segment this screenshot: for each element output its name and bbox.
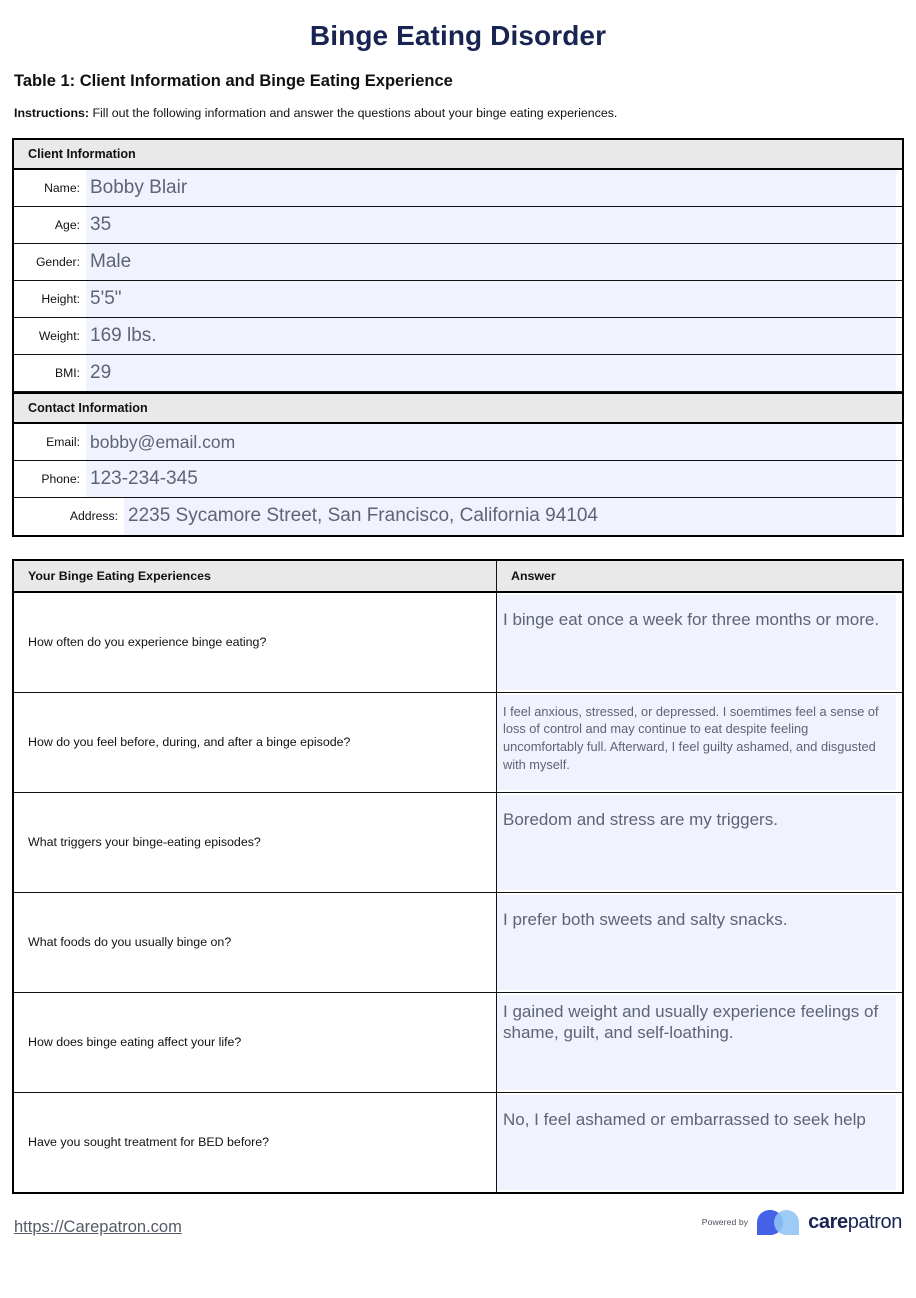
field-value-age[interactable]: 35 (86, 207, 896, 243)
section-header-contact-information: Contact Information (14, 392, 902, 424)
field-row-bmi (14, 355, 902, 392)
field-row-phone (14, 461, 902, 498)
field-label-gender: Gender: (14, 244, 86, 280)
binge-eating-experiences-table (12, 559, 904, 1194)
client-information-table (12, 138, 904, 537)
wordmark-bold: care (808, 1211, 848, 1234)
question-text: What foods do you usually binge on? (28, 934, 232, 949)
carepatron-site-link[interactable]: https://Carepatron.com (14, 1217, 182, 1236)
table-row (14, 893, 902, 993)
field-value-gender[interactable]: Male (86, 244, 896, 280)
field-label-age: Age: (14, 207, 86, 243)
column-header-question: Your Binge Eating Experiences (14, 561, 497, 591)
page-title: Binge Eating Disorder (309, 20, 607, 51)
table-header-row (14, 561, 902, 593)
carepatron-wordmark (808, 1212, 902, 1232)
instructions-lead: Instructions: (14, 106, 90, 120)
powered-by-label: Powered by (701, 1217, 749, 1228)
field-label-phone: Phone: (14, 461, 86, 497)
table-row (14, 993, 902, 1093)
field-value-email[interactable]: bobby@email.com (86, 424, 896, 460)
table-row (14, 1093, 902, 1192)
field-value-height[interactable]: 5'5" (86, 281, 896, 317)
instructions (14, 105, 904, 122)
field-value-name[interactable]: Bobby Blair (86, 170, 896, 206)
answer-text[interactable]: I feel anxious, stressed, or depressed. I soemtimes feel a sense of loss of control and may continue to eat despite feeling uncomfortably full. Afterward, I feel guilty ashamed, and disgusted with myself. (497, 695, 896, 790)
field-label-bmi: BMI: (14, 355, 86, 391)
answer-text[interactable]: I prefer both sweets and salty snacks. (497, 895, 896, 990)
answer-cell (497, 893, 902, 992)
question-cell (14, 693, 497, 792)
field-row-weight (14, 318, 902, 355)
field-label-address: Address: (14, 498, 124, 535)
table-row (14, 793, 902, 893)
answer-text[interactable]: Boredom and stress are my triggers. (497, 795, 896, 890)
answer-text[interactable]: I gained weight and usually experience feelings of shame, guilt, and self-loathing. (497, 995, 896, 1090)
answer-cell (497, 593, 902, 692)
carepatron-logo-icon (757, 1210, 799, 1235)
field-value-weight[interactable]: 169 lbs. (86, 318, 896, 354)
field-row-gender (14, 244, 902, 281)
question-text: What triggers your binge-eating episodes? (28, 834, 261, 849)
question-cell (14, 793, 497, 892)
field-row-name (14, 170, 902, 207)
answer-cell (497, 693, 902, 792)
field-label-name: Name: (14, 170, 86, 206)
field-label-email: Email: (14, 424, 86, 460)
question-text: How do you feel before, during, and after a binge episode? (28, 734, 351, 749)
field-row-email (14, 424, 902, 461)
column-header-answer: Answer (511, 568, 556, 583)
field-row-height (14, 281, 902, 318)
answer-text[interactable]: I binge eat once a week for three months or more. (497, 595, 896, 690)
field-row-address (14, 498, 902, 535)
question-cell (14, 993, 497, 1092)
question-text: How often do you experience binge eating? (28, 634, 267, 649)
field-row-age (14, 207, 902, 244)
table-row (14, 593, 902, 693)
question-cell (14, 893, 497, 992)
table-row (14, 693, 902, 793)
answer-cell (497, 993, 902, 1092)
section-header-client-information: Client Information (14, 140, 902, 170)
wordmark-light: patron (847, 1211, 902, 1234)
table-heading: Table 1: Client Information and Binge Eating Experience (14, 72, 453, 90)
answer-text[interactable]: No, I feel ashamed or embarrassed to seek help (497, 1095, 896, 1190)
field-label-height: Height: (14, 281, 86, 317)
question-text: Have you sought treatment for BED before? (28, 1134, 270, 1149)
field-value-bmi[interactable]: 29 (86, 355, 896, 391)
field-value-address[interactable]: 2235 Sycamore Street, San Francisco, California 94104 (124, 498, 896, 535)
page-footer (12, 1194, 904, 1253)
answer-cell (497, 793, 902, 892)
field-value-phone[interactable]: 123-234-345 (86, 461, 896, 497)
answer-cell (497, 1093, 902, 1192)
instructions-text: Fill out the following information and answer the questions about your binge eating experiences. (89, 106, 618, 120)
logo-light-circle (774, 1210, 799, 1235)
carepatron-branding (702, 1210, 902, 1237)
question-text: How does binge eating affect your life? (28, 1034, 242, 1049)
field-label-weight: Weight: (14, 318, 86, 354)
question-cell (14, 1093, 497, 1192)
question-cell (14, 593, 497, 692)
